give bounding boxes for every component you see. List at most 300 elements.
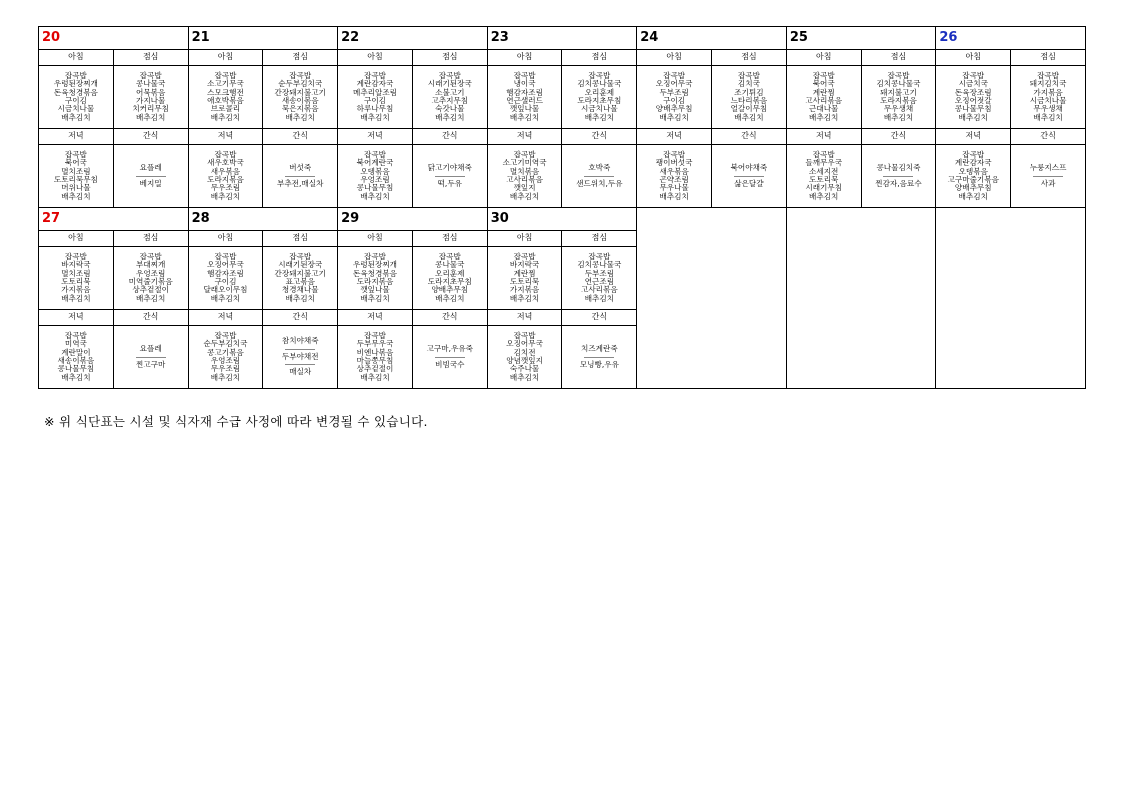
- empty-day: [637, 208, 787, 389]
- menu-item: 미역줄기볶음: [128, 277, 173, 286]
- menu-item: 도라지볶음: [207, 175, 244, 184]
- snack-menu: [412, 145, 487, 208]
- weekly-menu-table: [38, 26, 1086, 389]
- breakfast-menu: [936, 66, 1011, 129]
- lunch-label: 점심: [263, 231, 338, 247]
- snack-item: 버섯죽: [289, 163, 312, 173]
- menu-item: 시금치나물: [1029, 96, 1067, 105]
- dinner-label: 저녁: [487, 129, 562, 145]
- menu-item: 돼지불고기: [880, 87, 917, 97]
- menu-item: 잡곡밥: [887, 70, 910, 80]
- lunch-menu: [712, 66, 787, 129]
- dinner-label: 저녁: [188, 129, 263, 145]
- menu-item: 콩고기볶음: [207, 347, 244, 357]
- breakfast-menu: [39, 247, 114, 310]
- menu-item: 잡곡밥: [962, 149, 985, 159]
- dinner-menu: [487, 145, 562, 208]
- menu-item: 애호박볶음: [207, 96, 244, 105]
- menu-item: 양배추무침: [655, 104, 693, 114]
- snack-item: 샌드위치,두유: [576, 178, 623, 188]
- dinner-label: 저녁: [39, 310, 114, 326]
- menu-item: 새우볶음: [210, 166, 241, 176]
- snack-label: 간식: [263, 129, 338, 145]
- menu-item: 배추김치: [809, 191, 839, 201]
- dinner-menu: [39, 326, 114, 389]
- menu-item: 배추김치: [210, 293, 241, 303]
- menu-item: 머위나물: [61, 183, 91, 193]
- menu-item: 배추김치: [435, 112, 465, 122]
- snack-item: 베지밀: [139, 178, 162, 188]
- snack-item: 찐감자,음료수: [875, 178, 922, 188]
- menu-item: 콩나물무침: [57, 364, 95, 374]
- day-date: 26: [936, 27, 1086, 50]
- day-date: 24: [637, 27, 787, 50]
- menu-item: 묵은지볶음: [281, 104, 319, 114]
- lunch-label: 점심: [562, 50, 637, 66]
- breakfast-label: 아침: [786, 50, 861, 66]
- menu-item: 양배추무침: [954, 183, 992, 193]
- snack-item: 삶은달걀: [734, 178, 764, 188]
- menu-item: 오징어무국: [506, 339, 543, 349]
- menu-item: 브로콜리: [210, 104, 241, 114]
- menu-item: 잡곡밥: [364, 330, 387, 340]
- menu-item: 새우호박국: [207, 158, 244, 168]
- snack-item: 참치야채죽: [281, 336, 319, 346]
- menu-item: 잡곡밥: [64, 251, 87, 261]
- menu-item: 청경채나물: [281, 285, 319, 295]
- menu-item: 소불고기: [435, 87, 465, 97]
- snack-menu: [263, 326, 338, 389]
- menu-item: 배추김치: [360, 191, 390, 201]
- menu-item: 계란찜: [812, 87, 835, 97]
- menu-item: 배추김치: [61, 293, 91, 303]
- menu-item: 배추김치: [61, 191, 91, 201]
- menu-table-body: [39, 27, 1086, 389]
- snack-divider: [734, 176, 764, 177]
- menu-item: 느타리볶음: [730, 96, 768, 105]
- lunch-label: 점심: [1011, 50, 1086, 66]
- menu-item: 배추김치: [1033, 112, 1063, 122]
- dinner-label: 저녁: [637, 129, 712, 145]
- menu-item: 무우나물: [659, 183, 689, 193]
- menu-item: 북어계란국: [356, 158, 394, 168]
- dinner-label: 저녁: [188, 310, 263, 326]
- snack-label: 간식: [562, 310, 637, 326]
- menu-item: 계란감자국: [954, 158, 992, 168]
- menu-item: 도토리묵: [61, 277, 91, 286]
- snack-item: 매실차: [289, 367, 312, 377]
- breakfast-label: 아침: [39, 231, 114, 247]
- menu-item: 곤약조림: [659, 175, 689, 184]
- menu-item: 잡곡밥: [588, 251, 611, 261]
- snack-item: 요플레: [139, 344, 162, 354]
- snack-menu: [412, 326, 487, 389]
- menu-item: 두부무우국: [356, 339, 394, 349]
- meal-label-row: [39, 50, 1086, 66]
- menu-item: 도라지볶음: [356, 277, 394, 286]
- menu-item: 고사리볶음: [581, 285, 618, 295]
- menu-item: 도라지초무침: [427, 277, 472, 286]
- menu-change-notice: ※ 위 식단표는 시설 및 식자재 수급 사정에 따라 변경될 수 있습니다.: [44, 414, 428, 429]
- menu-item: 무우조림: [210, 364, 241, 374]
- menu-item: 햄감자조림: [506, 87, 543, 97]
- menu-item: 배추김치: [136, 112, 166, 122]
- snack-item: 두부야채전: [281, 351, 319, 361]
- snack-item: 요플레: [139, 163, 162, 173]
- snack-menu: [113, 145, 188, 208]
- menu-item: 순두부김치국: [278, 79, 323, 89]
- empty-day: [936, 208, 1086, 389]
- menu-item: 구이김: [364, 96, 387, 105]
- menu-item: 김치국: [737, 79, 760, 89]
- menu-item: 잡곡밥: [139, 251, 162, 261]
- menu-item: 상추겉절이: [356, 364, 394, 374]
- snack-divider: [883, 176, 913, 177]
- menu-item: 잡곡밥: [364, 251, 387, 261]
- menu-item: 숙주나물: [509, 364, 540, 374]
- snack-item: 모닝빵,우유: [579, 359, 619, 369]
- menu-item: 우엉조림: [360, 175, 390, 184]
- lunch-menu: [263, 66, 338, 129]
- snack-divider: [584, 357, 614, 358]
- breakfast-menu: [487, 247, 562, 310]
- menu-item: 비엔나볶음: [356, 347, 394, 357]
- menu-item: 무우생채: [1033, 104, 1063, 114]
- menu-item: 치커리무침: [132, 104, 170, 114]
- day-date: 29: [338, 208, 488, 231]
- menu-item: 돈육장조림: [954, 87, 992, 97]
- menu-item: 연근조림: [584, 277, 615, 286]
- menu-item: 배추김치: [285, 112, 315, 122]
- snack-menu: [113, 326, 188, 389]
- menu-item: 잡곡밥: [663, 70, 686, 80]
- menu-item: 잡곡밥: [812, 70, 835, 80]
- menu-item: 오징어무국: [655, 79, 693, 89]
- menu-item: 우엉조림: [210, 356, 241, 365]
- menu-item: 얼갈이무침: [730, 104, 768, 114]
- menu-item: 잡곡밥: [64, 70, 87, 80]
- menu-item: 김치콩나물국: [577, 260, 622, 270]
- snack-item: 북어야채죽: [730, 163, 768, 173]
- menu-item: 잡곡밥: [364, 149, 387, 159]
- menu-item: 햄감자조림: [207, 268, 244, 278]
- menu-item: 잡곡밥: [64, 330, 87, 340]
- menu-item: 스모크햄전: [207, 87, 244, 97]
- menu-item: 배추김치: [61, 372, 91, 382]
- snack-item: 치즈계란죽: [581, 344, 618, 354]
- menu-item: 잡곡밥: [962, 70, 985, 80]
- lunch-menu: [412, 66, 487, 129]
- lunch-menu: [562, 247, 637, 310]
- menu-item: 멸치볶음: [509, 166, 540, 176]
- menu-item: 계란찜: [513, 268, 536, 278]
- menu-item: 숙갓나물: [435, 104, 465, 114]
- menu-item: 고구마줄기볶음: [947, 175, 999, 184]
- snack-label: 간식: [263, 310, 338, 326]
- menu-item: 잡곡밥: [438, 251, 461, 261]
- breakfast-menu: [188, 66, 263, 129]
- menu-item: 시래기된장국: [278, 260, 323, 270]
- breakfast-menu: [637, 66, 712, 129]
- menu-item: 잡곡밥: [214, 70, 237, 80]
- snack-label: 간식: [412, 310, 487, 326]
- snack-menu: [861, 145, 936, 208]
- menu-item: 배추김치: [509, 293, 540, 303]
- menu-item: 배추김치: [734, 112, 764, 122]
- menu-item: 돈육청경볶음: [53, 87, 98, 97]
- menu-item: 양념깻잎지: [506, 356, 543, 365]
- snack-divider: [285, 349, 315, 350]
- menu-item: 구이김: [663, 96, 686, 105]
- menu-item: 깻잎지: [513, 183, 536, 193]
- menu-item: 가지볶음: [1033, 87, 1063, 97]
- menu-item: 시금치국: [958, 79, 988, 89]
- menu-item: 배추김치: [210, 372, 241, 382]
- menu-item: 미역국: [64, 339, 87, 349]
- menu-item: 마늘쫑무침: [356, 356, 394, 365]
- menu-item: 하루나무침: [356, 104, 394, 114]
- menu-item: 소고기미역국: [502, 158, 547, 168]
- menu-item: 잡곡밥: [812, 149, 835, 159]
- menu-item: 바지락국: [61, 260, 91, 270]
- menu-item: 오리훈제: [435, 268, 465, 278]
- menu-item: 배추김치: [958, 191, 988, 201]
- lunch-label: 점심: [562, 231, 637, 247]
- dinner-label: 저녁: [487, 310, 562, 326]
- breakfast-menu: [338, 247, 413, 310]
- menu-item: 콩나물무침: [954, 104, 992, 114]
- menu-item: 배추김치: [509, 112, 540, 122]
- menu-item: 배추김치: [584, 112, 615, 122]
- menu-item: 돈육청경볶음: [353, 268, 398, 278]
- menu-item: 잡곡밥: [289, 70, 312, 80]
- menu-item: 잡곡밥: [64, 149, 87, 159]
- menu-item: 콩나물국: [435, 260, 465, 270]
- menu-item: 배추김치: [809, 112, 839, 122]
- menu-item: 계란감자국: [356, 79, 394, 89]
- menu-item: 표고볶음: [285, 277, 315, 286]
- menu-item: 잡곡밥: [513, 251, 536, 261]
- lunch-label: 점심: [712, 50, 787, 66]
- menu-item: 잡곡밥: [513, 330, 536, 340]
- lunch-menu: [562, 66, 637, 129]
- lunch-menu: [263, 247, 338, 310]
- dinner-label: 저녁: [786, 129, 861, 145]
- dinner-menu: [338, 145, 413, 208]
- breakfast-menu: [786, 66, 861, 129]
- dinner-menu: [936, 145, 1011, 208]
- menu-item: 메추리알조림: [353, 87, 398, 97]
- snack-label: 간식: [412, 129, 487, 145]
- menu-item: 배추김치: [210, 112, 241, 122]
- breakfast-label: 아침: [936, 50, 1011, 66]
- menu-item: 상추겉절이: [132, 285, 170, 295]
- menu-item: 새우볶음: [659, 166, 689, 176]
- menu-item: 무우조림: [210, 183, 241, 193]
- snack-item: 비빔국수: [435, 359, 465, 369]
- menu-item: 달래오이무침: [203, 285, 248, 295]
- snack-label: 간식: [562, 129, 637, 145]
- menu-item: 잡곡밥: [737, 70, 760, 80]
- menu-item: 양배추무침: [431, 285, 469, 295]
- snack-divider: [285, 176, 315, 177]
- menu-item: 연근샐러드: [506, 96, 543, 105]
- snack-label: 간식: [113, 310, 188, 326]
- lunch-label: 점심: [263, 50, 338, 66]
- snack-menu: [1011, 145, 1086, 208]
- menu-item: 고사리볶음: [805, 96, 843, 105]
- date-row: [39, 208, 1086, 231]
- lunch-menu: [113, 247, 188, 310]
- breakfast-menu: [487, 66, 562, 129]
- menu-item: 간장돼지불고기: [274, 268, 326, 278]
- lunch-label: 점심: [113, 231, 188, 247]
- menu-item: 콩나물국: [136, 79, 166, 89]
- snack-item: 떡,두유: [437, 178, 462, 188]
- lunch-menu: [113, 66, 188, 129]
- menu-item: 북어국: [812, 79, 835, 89]
- menu-item: 들깨무우국: [805, 158, 843, 168]
- menu-item: 도라지초무침: [577, 96, 622, 105]
- breakfast-label: 아침: [637, 50, 712, 66]
- evening-label-row: [39, 129, 1086, 145]
- day-date: 25: [786, 27, 936, 50]
- day-date: 22: [338, 27, 488, 50]
- dinner-menu: [188, 326, 263, 389]
- menu-item: 잡곡밥: [513, 149, 536, 159]
- menu-item: 계란말이: [61, 347, 91, 357]
- menu-item: 배추김치: [584, 293, 615, 303]
- menu-item: 우렁된장찌개: [353, 260, 398, 270]
- lunch-label: 점심: [861, 50, 936, 66]
- dinner-menu: [487, 326, 562, 389]
- date-row: [39, 27, 1086, 50]
- menu-item: 배추김치: [883, 112, 914, 122]
- meal-row: [39, 66, 1086, 129]
- menu-item: 잡곡밥: [214, 251, 237, 261]
- snack-menu: [263, 145, 338, 208]
- menu-item: 잡곡밥: [214, 330, 237, 340]
- lunch-label: 점심: [412, 231, 487, 247]
- snack-divider: [435, 176, 465, 177]
- menu-item: 배추김치: [360, 112, 390, 122]
- menu-item: 배추김치: [659, 112, 689, 122]
- snack-divider: [1033, 176, 1063, 177]
- day-date: 20: [39, 27, 189, 50]
- lunch-menu: [412, 247, 487, 310]
- evening-row: [39, 145, 1086, 208]
- menu-item: 잡곡밥: [364, 70, 387, 80]
- dinner-label: 저녁: [39, 129, 114, 145]
- menu-item: 돼지김치국: [1029, 79, 1067, 89]
- menu-item: 부대찌개: [136, 260, 166, 270]
- menu-item: 구이김: [214, 277, 237, 286]
- menu-item: 근대나물: [809, 104, 839, 114]
- day-date: 30: [487, 208, 637, 231]
- menu-item: 오뎅볶음: [360, 166, 390, 176]
- menu-item: 조기튀김: [734, 87, 764, 97]
- dinner-label: 저녁: [936, 129, 1011, 145]
- menu-item: 냉이국: [513, 79, 536, 89]
- menu-item: 깻잎나물: [360, 285, 390, 295]
- menu-item: 고사리볶음: [506, 175, 543, 184]
- menu-item: 북어국: [64, 158, 87, 168]
- menu-item: 우렁된장찌개: [53, 79, 98, 89]
- menu-item: 배추김치: [360, 293, 390, 303]
- menu-item: 간장돼지불고기: [274, 87, 326, 97]
- snack-divider: [584, 176, 614, 177]
- snack-label: 간식: [113, 129, 188, 145]
- menu-item: 무우생채: [883, 104, 914, 114]
- lunch-label: 점심: [412, 50, 487, 66]
- dinner-label: 저녁: [338, 310, 413, 326]
- snack-divider: [435, 357, 465, 358]
- menu-item: 우엉조림: [136, 268, 166, 278]
- snack-label: 간식: [861, 129, 936, 145]
- snack-item: 콩나물김치죽: [876, 163, 921, 173]
- menu-item: 오리훈제: [584, 87, 615, 97]
- menu-item: 도토리묵: [509, 277, 540, 286]
- menu-item: 시래기무침: [805, 183, 843, 193]
- menu-item: 배추김치: [659, 191, 689, 201]
- menu-item: 가지볶음: [61, 285, 91, 295]
- breakfast-menu: [338, 66, 413, 129]
- breakfast-label: 아침: [487, 50, 562, 66]
- empty-day: [786, 208, 936, 389]
- menu-item: 배추김치: [360, 372, 390, 382]
- menu-item: 오뎅볶음: [958, 166, 988, 176]
- menu-item: 잡곡밥: [513, 70, 536, 80]
- breakfast-label: 아침: [39, 50, 114, 66]
- menu-item: 시래기된장국: [427, 79, 472, 89]
- menu-item: 소고기무국: [207, 79, 244, 89]
- menu-item: 잡곡밥: [214, 149, 237, 159]
- dinner-menu: [786, 145, 861, 208]
- dinner-menu: [338, 326, 413, 389]
- menu-item: 잡곡밥: [588, 70, 611, 80]
- snack-menu: [562, 145, 637, 208]
- menu-item: 새송이볶음: [281, 96, 319, 105]
- day-date: 23: [487, 27, 637, 50]
- menu-item: 두부조림: [659, 87, 689, 97]
- snack-label: 간식: [1011, 129, 1086, 145]
- snack-menu: [562, 326, 637, 389]
- menu-item: 잡곡밥: [139, 70, 162, 80]
- snack-divider: [136, 176, 166, 177]
- breakfast-menu: [188, 247, 263, 310]
- breakfast-label: 아침: [338, 231, 413, 247]
- menu-item: 도토리묵: [809, 175, 839, 184]
- snack-item: 닭고기야채죽: [427, 163, 472, 173]
- menu-item: 배추김치: [136, 293, 166, 303]
- menu-item: 잡곡밥: [663, 149, 686, 159]
- menu-item: 배추김치: [61, 112, 91, 122]
- breakfast-label: 아침: [338, 50, 413, 66]
- menu-item: 배추김치: [210, 191, 241, 201]
- lunch-menu: [1011, 66, 1086, 129]
- menu-item: 멸치조림: [61, 166, 91, 176]
- menu-item: 김치콩나물국: [577, 79, 622, 89]
- breakfast-label: 아침: [487, 231, 562, 247]
- menu-item: 배추김치: [435, 293, 465, 303]
- menu-item: 구이김: [64, 96, 87, 105]
- snack-item: 부추전,매실차: [277, 178, 324, 188]
- snack-item: 호박죽: [588, 163, 611, 173]
- menu-item: 잡곡밥: [289, 251, 312, 261]
- snack-item: 누룽지스프: [1029, 163, 1067, 173]
- dinner-label: 저녁: [338, 129, 413, 145]
- menu-item: 가지볶음: [509, 285, 540, 295]
